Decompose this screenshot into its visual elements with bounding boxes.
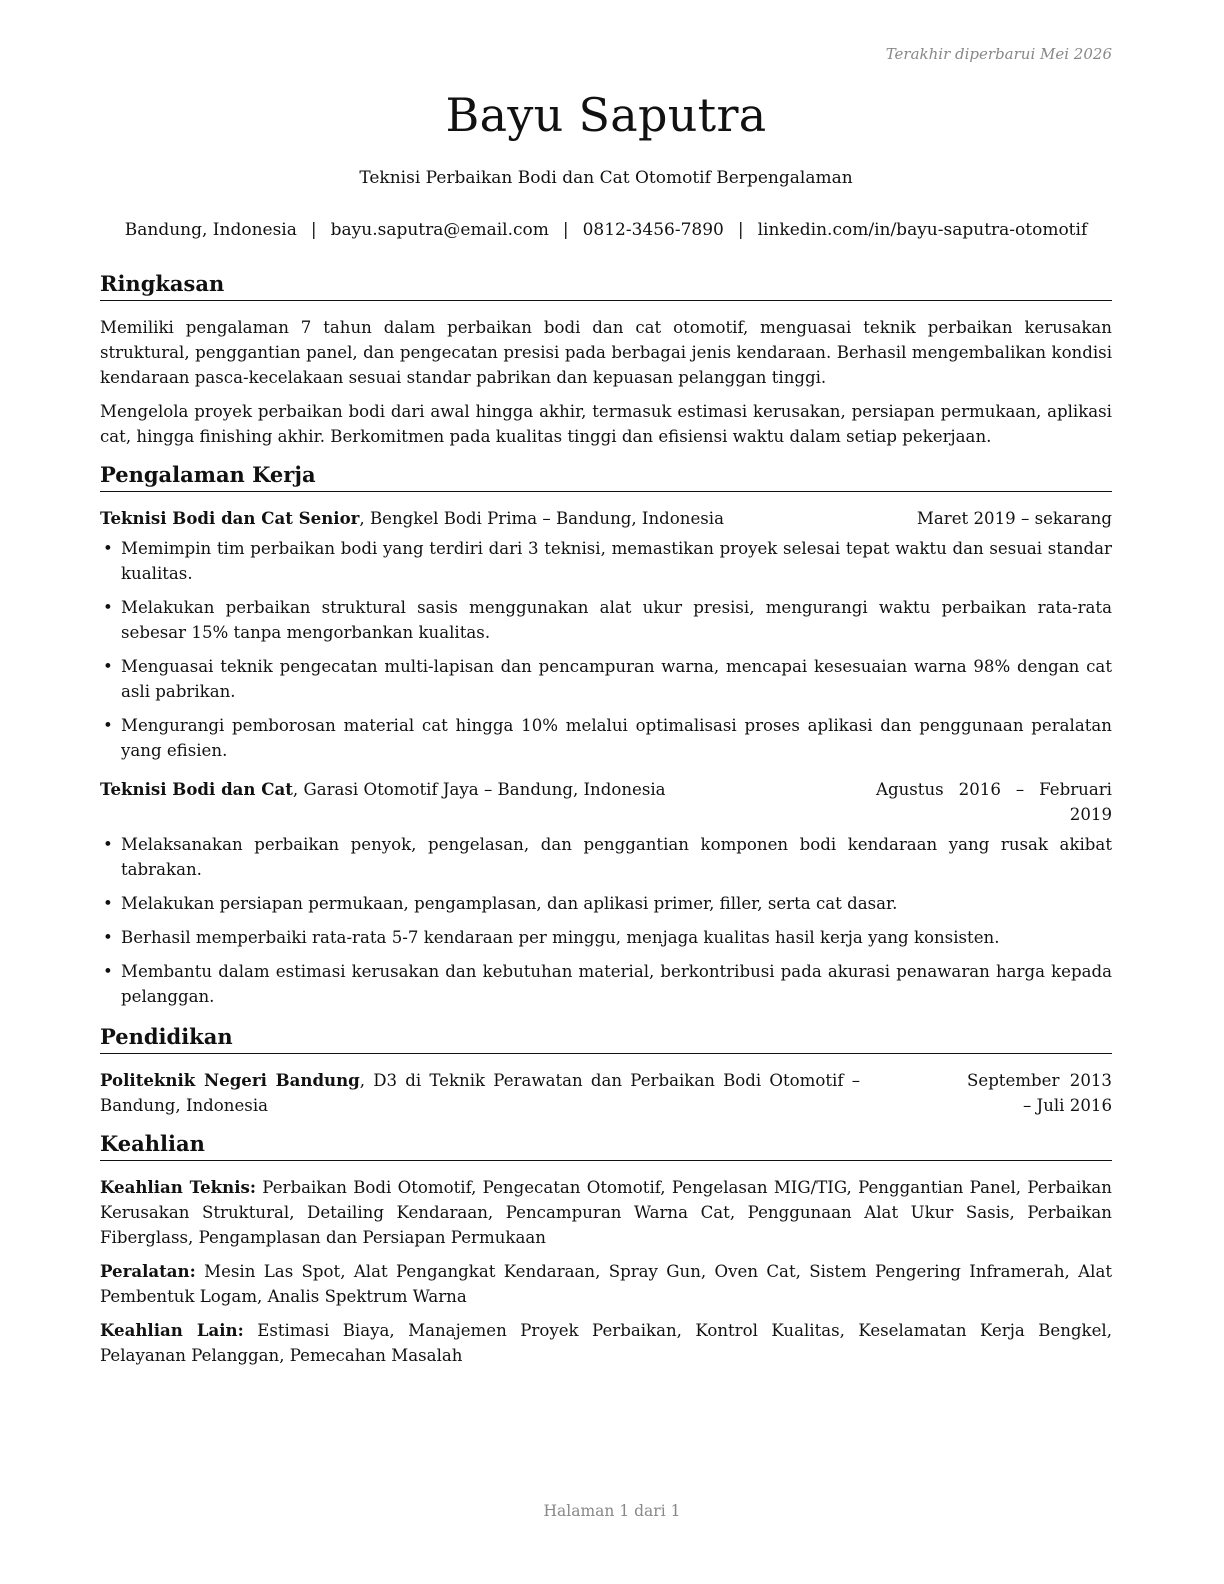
contact-separator: | — [562, 220, 569, 240]
job-bullets — [100, 536, 1112, 763]
skill-group-label: Keahlian Lain: — [100, 1320, 244, 1340]
skill-group — [100, 1175, 1112, 1250]
last-updated-note: Terakhir diperbarui Mei 2026 — [885, 45, 1112, 63]
experience-section — [100, 461, 1112, 1009]
list-item: • Menguasai teknik pengecatan multi-lapisan dan pencampuran warna, mencapai kesesuaian warna 98% dengan cat asli pabrikan. — [100, 654, 1112, 704]
page-number: Halaman 1 dari 1 — [543, 1502, 681, 1520]
skill-group-text: Estimasi Biaya, Manajemen Proyek Perbaikan, Kontrol Kualitas, Keselamatan Kerja Bengkel, Pelayanan Pelanggan, Pemecahan Masalah — [100, 1321, 1113, 1365]
bullet-icon: • — [103, 928, 113, 947]
contact-linkedin[interactable]: linkedin.com/in/bayu-saputra-otomotif — [757, 220, 1088, 240]
contact-line — [88, 220, 1124, 240]
job-dates: Maret 2019 – sekarang — [916, 509, 1112, 528]
list-item: • Melakukan perbaikan struktural sasis menggunakan alat ukur presisi, mengurangi waktu perbaikan rata-rata sebesar 15% tanpa mengorbankan kualitas. — [100, 595, 1112, 645]
list-item: • Mengurangi pemborosan material cat hingga 10% melalui optimalisasi proses aplikasi dan penggunaan peralatan yang efisien. — [100, 713, 1112, 763]
list-item: • Memimpin tim perbaikan bodi yang terdiri dari 3 teknisi, memastikan proyek selesai tepat waktu dan sesuai standar kualitas. — [100, 536, 1112, 586]
professional-headline: Teknisi Perbaikan Bodi dan Cat Otomotif Berpengalaman — [359, 168, 853, 188]
section-title-skills: Keahlian — [100, 1130, 1112, 1161]
bullet-icon: • — [103, 598, 113, 617]
job-bullets — [100, 832, 1112, 1009]
job-role: Teknisi Bodi dan Cat — [100, 779, 293, 799]
job-company: , Garasi Otomotif Jaya – Bandung, Indonesia — [292, 780, 666, 799]
education-dates: September 2013 – Juli 2016 — [967, 1071, 1112, 1115]
skill-group-label: Keahlian Teknis: — [100, 1177, 256, 1197]
section-title-education: Pendidikan — [100, 1023, 1112, 1054]
list-item: • Melakukan persiapan permukaan, pengamplasan, dan aplikasi primer, filler, serta cat dasar. — [100, 891, 1112, 916]
contact-phone: 0812-3456-7890 — [582, 220, 724, 240]
summary-section — [100, 270, 1112, 449]
contact-separator: | — [737, 220, 744, 240]
section-title-experience: Pengalaman Kerja — [100, 461, 1112, 492]
candidate-name: Bayu Saputra — [445, 88, 767, 142]
education-entry — [100, 1068, 1112, 1118]
skill-group-label: Peralatan: — [100, 1261, 196, 1281]
job-entry — [100, 777, 1112, 1009]
education-institution: Politeknik Negeri Bandung — [100, 1070, 360, 1090]
list-item: • Berhasil memperbaiki rata-rata 5-7 kendaraan per minggu, menjaga kualitas hasil kerja yang konsisten. — [100, 925, 1112, 950]
skill-group — [100, 1318, 1112, 1368]
education-section — [100, 1023, 1112, 1118]
skills-section — [100, 1130, 1112, 1368]
bullet-icon: • — [103, 835, 113, 854]
resume-content — [100, 270, 1112, 1380]
section-title-summary: Ringkasan — [100, 270, 1112, 301]
job-company: , Bengkel Bodi Prima – Bandung, Indonesia — [359, 509, 725, 528]
bullet-icon: • — [103, 657, 113, 676]
job-header — [100, 777, 1112, 827]
bullet-icon: • — [103, 962, 113, 981]
job-role: Teknisi Bodi dan Cat Senior — [100, 508, 360, 528]
job-header — [100, 506, 1112, 531]
job-dates: Agustus 2016 – Februari 2019 — [876, 780, 1112, 824]
contact-email[interactable]: bayu.saputra@email.com — [330, 220, 549, 240]
skill-group — [100, 1259, 1112, 1309]
bullet-icon: • — [103, 716, 113, 735]
education-detail: , D3 di Teknik Perawatan dan Perbaikan Bodi Otomotif – Bandung, Indonesia — [100, 1071, 860, 1115]
list-item: • Membantu dalam estimasi kerusakan dan kebutuhan material, berkontribusi pada akurasi penawaran harga kepada pelanggan. — [100, 959, 1112, 1009]
bullet-icon: • — [103, 539, 113, 558]
skill-group-text: Mesin Las Spot, Alat Pengangkat Kendaraan, Spray Gun, Oven Cat, Sistem Pengering Inframerah, Alat Pembentuk Logam, Analis Spektrum Warna — [100, 1262, 1113, 1306]
bullet-icon: • — [103, 894, 113, 913]
job-entry — [100, 506, 1112, 763]
summary-paragraph: Memiliki pengalaman 7 tahun dalam perbaikan bodi dan cat otomotif, menguasai teknik perbaikan kerusakan struktural, penggantian panel, dan pengecatan presisi pada berbagai jenis kendaraan. Berhasil mengembalikan kondisi kendaraan pasca-kecelakaan sesuai standar pabrikan dan kepuasan pelanggan tinggi. — [100, 318, 1112, 387]
skill-group-text: Perbaikan Bodi Otomotif, Pengecatan Otomotif, Pengelasan MIG/TIG, Penggantian Panel, Perbaikan Kerusakan Struktural, Detailing Kendaraan, Pencampuran Warna Cat, Penggunaan Alat Ukur Sasis, Perbaikan Fiberglass, Pengamplasan dan Persiapan Permukaan — [100, 1178, 1112, 1247]
contact-location: Bandung, Indonesia — [124, 220, 297, 240]
summary-paragraph: Mengelola proyek perbaikan bodi dari awal hingga akhir, termasuk estimasi kerusakan, persiapan permukaan, aplikasi cat, hingga finishing akhir. Berkomitmen pada kualitas tinggi dan efisiensi waktu dalam setiap pekerjaan. — [100, 402, 1112, 446]
list-item: • Melaksanakan perbaikan penyok, pengelasan, dan penggantian komponen bodi kendaraan yang rusak akibat tabrakan. — [100, 832, 1112, 882]
contact-separator: | — [310, 220, 317, 240]
